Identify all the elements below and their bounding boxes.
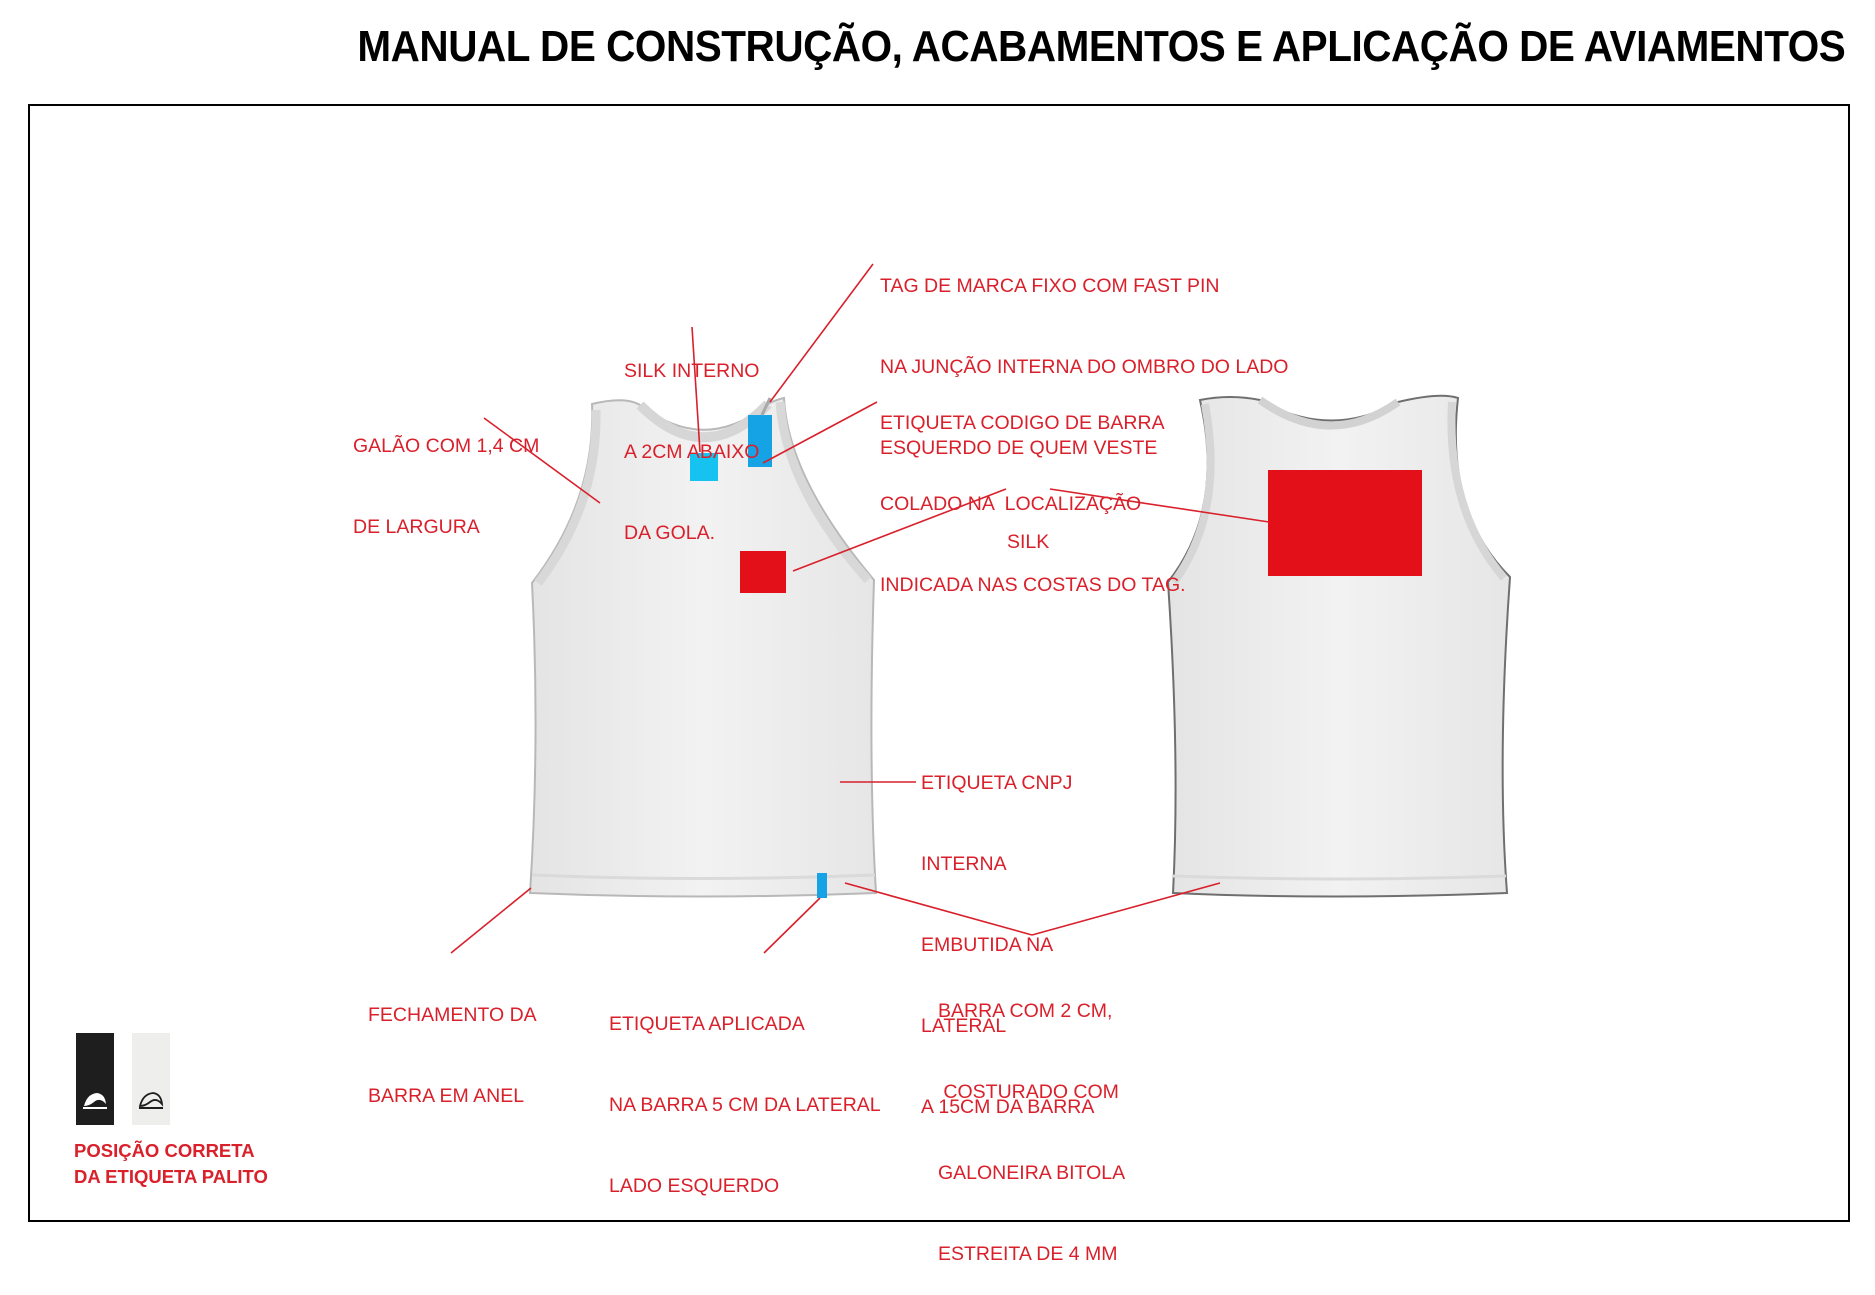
annotation-line: SILK (1007, 531, 1050, 553)
annotation-line: EMBUTIDA NA (921, 934, 1054, 956)
annotation-silk-interno (624, 304, 759, 574)
annotation-line: COLADO NA LOCALIZAÇÃO (880, 493, 1142, 515)
annotation-line: TAG DE MARCA FIXO COM FAST PIN (880, 275, 1220, 297)
annotation-line: NA BARRA 5 CM DA LATERAL (609, 1094, 881, 1116)
annotation-line: ETIQUETA CNPJ (921, 772, 1073, 794)
legend-light-swatch (132, 1033, 170, 1125)
annotation-line: DA GOLA. (624, 522, 716, 544)
annotation-line: INDICADA NAS COSTAS DO TAG. (880, 574, 1186, 596)
annotation-line: LADO ESQUERDO (609, 1175, 780, 1197)
legend-caption-line: POSIÇÃO CORRETA (74, 1140, 255, 1161)
annotation-line: BARRA COM 2 CM, (938, 1000, 1113, 1022)
annotation-line: GALONEIRA BITOLA (938, 1162, 1126, 1184)
annotation-line: GALÃO COM 1,4 CM (353, 435, 540, 457)
annotation-line: FECHAMENTO DA (368, 1004, 537, 1026)
annotation-line: INTERNA (921, 853, 1007, 875)
annotation-line: A 2CM ABAIXO (624, 441, 760, 463)
legend-swatches (76, 1033, 170, 1125)
annotation-line: LATERAL (921, 1015, 1007, 1037)
annotation-line: SILK INTERNO (624, 360, 760, 382)
annotation-line: ETIQUETA CODIGO DE BARRA (880, 412, 1165, 434)
annotation-line: BARRA EM ANEL (368, 1085, 525, 1107)
legend-dark-swatch (76, 1033, 114, 1125)
legend-caption-line: DA ETIQUETA PALITO (74, 1166, 268, 1187)
annotation-galao (353, 379, 539, 568)
annotation-line: DE LARGURA (353, 516, 480, 538)
annotation-line: ETIQUETA APLICADA (609, 1013, 805, 1035)
annotation-line: ESQUERDO DE QUEM VESTE (880, 437, 1158, 459)
annotation-silk (1007, 475, 1049, 583)
annotation-fechamento (368, 948, 537, 1137)
page-title: MANUAL DE CONSTRUÇÃO, ACABAMENTOS E APLICAÇÃO DE AVIAMENTOS (357, 22, 1845, 71)
annotation-barra (938, 944, 1125, 1295)
annotation-line: A 15CM DA BARRA (921, 1096, 1095, 1118)
annotation-line: ESTREITA DE 4 MM (938, 1243, 1118, 1265)
legend-caption (74, 1138, 268, 1190)
annotation-line: NA JUNÇÃO INTERNA DO OMBRO DO LADO (880, 356, 1289, 378)
annotation-line: COSTURADO COM (938, 1081, 1119, 1103)
hem-label-marker (817, 873, 827, 898)
annotation-etiqueta-aplicada (609, 957, 881, 1227)
silk-back-marker (1268, 470, 1422, 576)
